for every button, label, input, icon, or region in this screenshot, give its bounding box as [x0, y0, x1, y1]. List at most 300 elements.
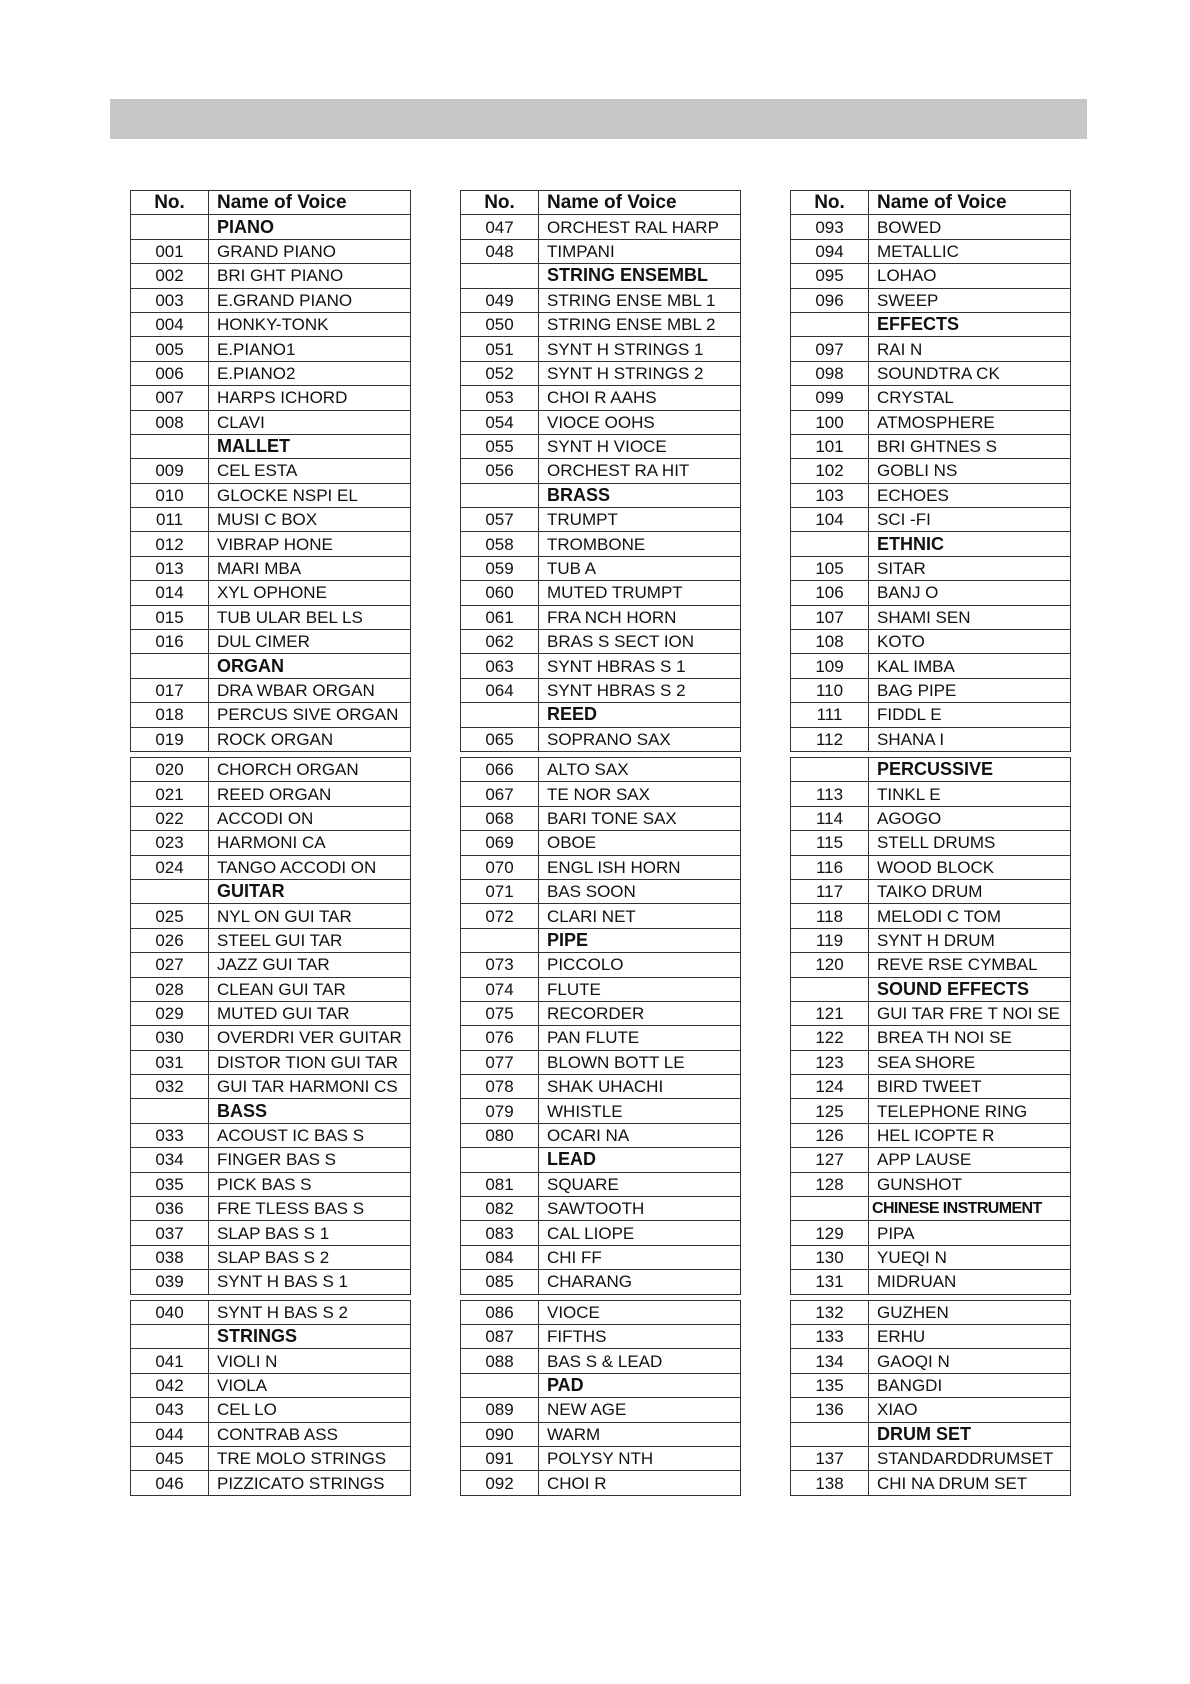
voice-number: 031: [131, 1050, 209, 1074]
voice-name: TELEPHONE RING: [869, 1099, 1071, 1123]
voice-number: 115: [791, 831, 869, 855]
voice-number: 015: [131, 605, 209, 629]
voice-number: [791, 1422, 869, 1446]
table-row: [791, 1099, 1071, 1123]
voice-number: 052: [461, 361, 539, 385]
voice-name: CHI FF: [539, 1245, 741, 1269]
voice-number: 046: [131, 1471, 209, 1495]
table-header-row: [461, 191, 741, 215]
voice-name: RAI N: [869, 337, 1071, 361]
voice-name: GRAND PIANO: [209, 239, 411, 263]
category-label: LEAD: [539, 1148, 741, 1172]
table-row: [791, 630, 1071, 654]
voice-name: BANJ O: [869, 581, 1071, 605]
voice-name: VIOLA: [209, 1373, 411, 1397]
table-row: [461, 239, 741, 263]
category-row: [791, 532, 1071, 556]
header-name-of-voice: Name of Voice: [209, 191, 411, 215]
table-row: [461, 1398, 741, 1422]
voice-name: MUSI C BOX: [209, 508, 411, 532]
voice-name: SYNT H DRUM: [869, 928, 1071, 952]
voice-number: 086: [461, 1300, 539, 1324]
voice-name: CONTRAB ASS: [209, 1422, 411, 1446]
table-row: [461, 855, 741, 879]
voice-number: 072: [461, 904, 539, 928]
voice-name: BOWED: [869, 215, 1071, 239]
voice-name: ENGL ISH HORN: [539, 855, 741, 879]
voice-name: BAS S & LEAD: [539, 1349, 741, 1373]
voice-number: 064: [461, 678, 539, 702]
voice-number: 097: [791, 337, 869, 361]
table-row: [791, 928, 1071, 952]
voice-name: AGOGO: [869, 806, 1071, 830]
table-row: [791, 1075, 1071, 1099]
voice-name: TUB ULAR BEL LS: [209, 605, 411, 629]
voice-number: 102: [791, 459, 869, 483]
table-row: [131, 703, 411, 727]
voice-name: DISTOR TION GUI TAR: [209, 1050, 411, 1074]
voice-name: CLAVI: [209, 410, 411, 434]
table-row: [461, 879, 741, 903]
voice-number: 058: [461, 532, 539, 556]
voice-name: SLAP BAS S 1: [209, 1221, 411, 1245]
voice-name: STEEL GUI TAR: [209, 928, 411, 952]
table-row: [461, 605, 741, 629]
voice-number: [461, 703, 539, 727]
voice-name: GUI TAR FRE T NOI SE: [869, 1001, 1071, 1025]
table-row: [791, 581, 1071, 605]
table-row: [131, 1221, 411, 1245]
table-row: [131, 904, 411, 928]
voice-name: NYL ON GUI TAR: [209, 904, 411, 928]
table-row: [791, 831, 1071, 855]
voice-number: 019: [131, 727, 209, 751]
table-row: [131, 1300, 411, 1324]
table-row: [131, 727, 411, 751]
category-row: [791, 757, 1071, 781]
voice-number: 090: [461, 1422, 539, 1446]
table-row: [131, 928, 411, 952]
voice-number: 055: [461, 434, 539, 458]
category-row: [461, 703, 741, 727]
voice-name: TUB A: [539, 556, 741, 580]
voice-name: STRING ENSE MBL 1: [539, 288, 741, 312]
voice-name: FINGER BAS S: [209, 1148, 411, 1172]
voice-name: GUZHEN: [869, 1300, 1071, 1324]
voice-number: 068: [461, 806, 539, 830]
voice-number: 076: [461, 1026, 539, 1050]
category-row: [461, 1148, 741, 1172]
table-row: [461, 630, 741, 654]
voice-name: OCARI NA: [539, 1123, 741, 1147]
category-label: STRINGS: [209, 1324, 411, 1348]
category-label: BASS: [209, 1099, 411, 1123]
table-row: [461, 1172, 741, 1196]
voice-name: ORCHEST RAL HARP: [539, 215, 741, 239]
table-row: [791, 904, 1071, 928]
category-row: [131, 1324, 411, 1348]
voice-name: ERHU: [869, 1324, 1071, 1348]
table-row: [461, 953, 741, 977]
table-row: [131, 782, 411, 806]
voice-name: FRA NCH HORN: [539, 605, 741, 629]
table-row: [131, 532, 411, 556]
category-label: MALLET: [209, 434, 411, 458]
table-row: [791, 703, 1071, 727]
voice-name: BRI GHT PIANO: [209, 264, 411, 288]
category-label: ORGAN: [209, 654, 411, 678]
table-row: [461, 215, 741, 239]
voice-number: 129: [791, 1221, 869, 1245]
voice-name: ORCHEST RA HIT: [539, 459, 741, 483]
table-row: [131, 556, 411, 580]
voice-number: 034: [131, 1148, 209, 1172]
table-row: [461, 1075, 741, 1099]
voice-number: 103: [791, 483, 869, 507]
voice-table: [790, 190, 1071, 1496]
voice-name: STANDARDDRUMSET: [869, 1446, 1071, 1470]
voice-number: 013: [131, 556, 209, 580]
table-row: [461, 904, 741, 928]
voice-name: ECHOES: [869, 483, 1071, 507]
voice-name: WHISTLE: [539, 1099, 741, 1123]
category-row: [131, 434, 411, 458]
table-row: [461, 1471, 741, 1495]
voice-name: PICCOLO: [539, 953, 741, 977]
table-row: [461, 1026, 741, 1050]
voice-name: HEL ICOPTE R: [869, 1123, 1071, 1147]
voice-name: BARI TONE SAX: [539, 806, 741, 830]
voice-number: 099: [791, 386, 869, 410]
table-row: [131, 1245, 411, 1269]
voice-name: SYNT H STRINGS 2: [539, 361, 741, 385]
voice-number: 118: [791, 904, 869, 928]
table-row: [791, 1471, 1071, 1495]
voice-name: BAS SOON: [539, 879, 741, 903]
voice-number: 003: [131, 288, 209, 312]
voice-name: CLARI NET: [539, 904, 741, 928]
voice-number: 083: [461, 1221, 539, 1245]
voice-number: 110: [791, 678, 869, 702]
table-row: [461, 1001, 741, 1025]
category-row: [791, 1197, 1071, 1221]
voice-table: [460, 190, 741, 1496]
voice-number: [131, 434, 209, 458]
table-row: [461, 1270, 741, 1294]
table-row: [461, 1349, 741, 1373]
voice-number: 041: [131, 1349, 209, 1373]
table-row: [131, 630, 411, 654]
voice-number: 087: [461, 1324, 539, 1348]
voice-name: PIZZICATO STRINGS: [209, 1471, 411, 1495]
table-header-row: [131, 191, 411, 215]
table-row: [791, 1245, 1071, 1269]
voice-name: MARI MBA: [209, 556, 411, 580]
voice-name: HARMONI CA: [209, 831, 411, 855]
table-row: [461, 508, 741, 532]
voice-number: 121: [791, 1001, 869, 1025]
voice-number: 105: [791, 556, 869, 580]
table-row: [461, 1245, 741, 1269]
table-row: [791, 1373, 1071, 1397]
table-row: [131, 1197, 411, 1221]
table-row: [791, 855, 1071, 879]
voice-number: 067: [461, 782, 539, 806]
table-row: [131, 581, 411, 605]
voice-name: YUEQI N: [869, 1245, 1071, 1269]
table-row: [131, 1148, 411, 1172]
table-row: [131, 1446, 411, 1470]
table-row: [791, 1123, 1071, 1147]
voice-name: SCI -FI: [869, 508, 1071, 532]
category-row: [131, 1099, 411, 1123]
voice-name: CHI NA DRUM SET: [869, 1471, 1071, 1495]
voice-name: BANGDI: [869, 1373, 1071, 1397]
voice-name: WOOD BLOCK: [869, 855, 1071, 879]
voice-number: 010: [131, 483, 209, 507]
table-row: [791, 1050, 1071, 1074]
voice-number: 004: [131, 312, 209, 336]
voice-name: STRING ENSE MBL 2: [539, 312, 741, 336]
voice-number: 002: [131, 264, 209, 288]
category-label: REED: [539, 703, 741, 727]
category-label: SOUND EFFECTS: [869, 977, 1071, 1001]
table-row: [461, 459, 741, 483]
table-row: [131, 678, 411, 702]
voice-number: 048: [461, 239, 539, 263]
table-row: [131, 264, 411, 288]
category-label: PIANO: [209, 215, 411, 239]
voice-number: 135: [791, 1373, 869, 1397]
voice-name: MUTED TRUMPT: [539, 581, 741, 605]
table-row: [131, 1398, 411, 1422]
voice-number: [791, 532, 869, 556]
voice-number: 050: [461, 312, 539, 336]
table-row: [791, 386, 1071, 410]
voice-number: 023: [131, 831, 209, 855]
voice-number: 071: [461, 879, 539, 903]
table-row: [131, 1075, 411, 1099]
category-row: [791, 1422, 1071, 1446]
header-bar: [110, 99, 1087, 139]
voice-name: E.GRAND PIANO: [209, 288, 411, 312]
table-row: [131, 386, 411, 410]
voice-name: SWEEP: [869, 288, 1071, 312]
voice-number: 045: [131, 1446, 209, 1470]
table-row: [131, 483, 411, 507]
voice-table: [130, 190, 411, 1496]
table-row: [461, 288, 741, 312]
header-name-of-voice: Name of Voice: [869, 191, 1071, 215]
table-row: [131, 953, 411, 977]
voice-number: 123: [791, 1050, 869, 1074]
voice-number: [791, 757, 869, 781]
voice-number: 089: [461, 1398, 539, 1422]
voice-number: 061: [461, 605, 539, 629]
voice-number: 125: [791, 1099, 869, 1123]
table-row: [791, 288, 1071, 312]
category-row: [461, 1373, 741, 1397]
table-row: [791, 483, 1071, 507]
table-row: [791, 1001, 1071, 1025]
voice-name: PERCUS SIVE ORGAN: [209, 703, 411, 727]
voice-number: 053: [461, 386, 539, 410]
voice-number: 091: [461, 1446, 539, 1470]
voice-number: 114: [791, 806, 869, 830]
voice-number: 111: [791, 703, 869, 727]
voice-name: JAZZ GUI TAR: [209, 953, 411, 977]
table-row: [461, 727, 741, 751]
table-row: [791, 361, 1071, 385]
table-row: [791, 1026, 1071, 1050]
voice-name: SITAR: [869, 556, 1071, 580]
voice-name: BRI GHTNES S: [869, 434, 1071, 458]
voice-name: ALTO SAX: [539, 757, 741, 781]
category-label: GUITAR: [209, 879, 411, 903]
category-row: [131, 215, 411, 239]
voice-name: CRYSTAL: [869, 386, 1071, 410]
voice-table-column-1: [130, 190, 411, 1496]
table-row: [791, 1398, 1071, 1422]
voice-name: LOHAO: [869, 264, 1071, 288]
voice-name: TRE MOLO STRINGS: [209, 1446, 411, 1470]
voice-number: [461, 1373, 539, 1397]
voice-number: 100: [791, 410, 869, 434]
voice-number: 008: [131, 410, 209, 434]
voice-name: TANGO ACCODI ON: [209, 855, 411, 879]
voice-number: 124: [791, 1075, 869, 1099]
table-row: [131, 831, 411, 855]
table-row: [461, 678, 741, 702]
voice-name: BAG PIPE: [869, 678, 1071, 702]
voice-name: VIBRAP HONE: [209, 532, 411, 556]
table-row: [791, 727, 1071, 751]
table-row: [131, 1050, 411, 1074]
voice-number: 030: [131, 1026, 209, 1050]
table-row: [791, 508, 1071, 532]
voice-number: [131, 879, 209, 903]
voice-name: POLYSY NTH: [539, 1446, 741, 1470]
voice-name: SEA SHORE: [869, 1050, 1071, 1074]
voice-number: 014: [131, 581, 209, 605]
table-row: [791, 1324, 1071, 1348]
voice-number: 133: [791, 1324, 869, 1348]
voice-name: CHOI R: [539, 1471, 741, 1495]
voice-number: 035: [131, 1172, 209, 1196]
table-row: [791, 806, 1071, 830]
voice-number: 094: [791, 239, 869, 263]
table-row: [791, 434, 1071, 458]
voice-name: SYNT H BAS S 2: [209, 1300, 411, 1324]
voice-name: WARM: [539, 1422, 741, 1446]
voice-number: 128: [791, 1172, 869, 1196]
voice-number: 063: [461, 654, 539, 678]
table-row: [791, 1446, 1071, 1470]
voice-number: 117: [791, 879, 869, 903]
voice-number: 005: [131, 337, 209, 361]
category-label: DRUM SET: [869, 1422, 1071, 1446]
voice-number: 007: [131, 386, 209, 410]
voice-name: MIDRUAN: [869, 1270, 1071, 1294]
voice-number: 032: [131, 1075, 209, 1099]
voice-name: GUNSHOT: [869, 1172, 1071, 1196]
voice-name: SYNT HBRAS S 2: [539, 678, 741, 702]
voice-number: [131, 1324, 209, 1348]
voice-number: 020: [131, 757, 209, 781]
voice-name: GAOQI N: [869, 1349, 1071, 1373]
voice-name: XYL OPHONE: [209, 581, 411, 605]
voice-number: 070: [461, 855, 539, 879]
voice-number: 036: [131, 1197, 209, 1221]
voice-number: 037: [131, 1221, 209, 1245]
voice-number: 113: [791, 782, 869, 806]
voice-number: [461, 264, 539, 288]
voice-table-column-2: [460, 190, 741, 1496]
voice-name: FRE TLESS BAS S: [209, 1197, 411, 1221]
voice-name: SQUARE: [539, 1172, 741, 1196]
voice-number: 138: [791, 1471, 869, 1495]
voice-number: [131, 215, 209, 239]
voice-number: [131, 654, 209, 678]
table-row: [461, 977, 741, 1001]
voice-number: 040: [131, 1300, 209, 1324]
table-row: [131, 361, 411, 385]
voice-number: 049: [461, 288, 539, 312]
table-row: [461, 556, 741, 580]
voice-number: 028: [131, 977, 209, 1001]
voice-number: 069: [461, 831, 539, 855]
category-label: PERCUSSIVE: [869, 757, 1071, 781]
category-row: [131, 654, 411, 678]
voice-number: [461, 928, 539, 952]
voice-name: SLAP BAS S 2: [209, 1245, 411, 1269]
voice-name: VIOLI N: [209, 1349, 411, 1373]
voice-number: 108: [791, 630, 869, 654]
table-row: [461, 1324, 741, 1348]
voice-number: 081: [461, 1172, 539, 1196]
category-label: PIPE: [539, 928, 741, 952]
voice-name: ROCK ORGAN: [209, 727, 411, 751]
voice-name: CAL LIOPE: [539, 1221, 741, 1245]
category-row: [791, 977, 1071, 1001]
table-row: [461, 654, 741, 678]
table-row: [791, 459, 1071, 483]
voice-name: PICK BAS S: [209, 1172, 411, 1196]
voice-name: GUI TAR HARMONI CS: [209, 1075, 411, 1099]
voice-name: OBOE: [539, 831, 741, 855]
table-row: [131, 239, 411, 263]
voice-number: 131: [791, 1270, 869, 1294]
voice-number: 056: [461, 459, 539, 483]
table-row: [461, 782, 741, 806]
voice-number: 079: [461, 1099, 539, 1123]
voice-number: 098: [791, 361, 869, 385]
category-row: [131, 879, 411, 903]
table-row: [791, 678, 1071, 702]
table-row: [791, 1270, 1071, 1294]
voice-number: 109: [791, 654, 869, 678]
voice-number: 066: [461, 757, 539, 781]
table-row: [791, 1349, 1071, 1373]
voice-name: FLUTE: [539, 977, 741, 1001]
voice-number: 082: [461, 1197, 539, 1221]
table-row: [461, 434, 741, 458]
voice-number: [461, 483, 539, 507]
table-row: [131, 977, 411, 1001]
voice-name: GOBLI NS: [869, 459, 1071, 483]
voice-number: 136: [791, 1398, 869, 1422]
voice-number: 085: [461, 1270, 539, 1294]
